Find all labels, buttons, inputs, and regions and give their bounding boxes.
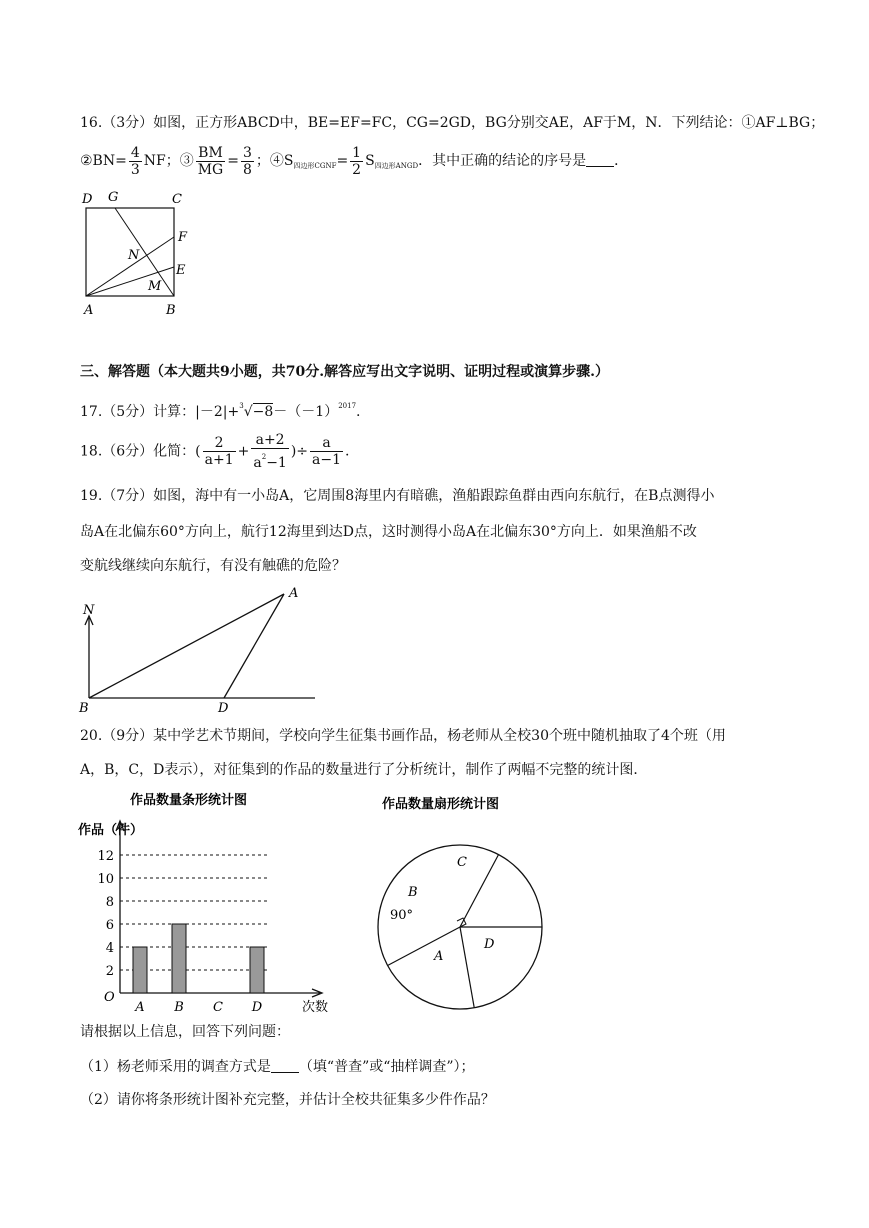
label-B: B [79, 701, 89, 715]
x-tick-label: A [135, 1000, 145, 1015]
label-A: A [289, 586, 299, 601]
answer-blank [271, 1060, 299, 1073]
label-A: A [84, 303, 94, 318]
x-tick-label: B [174, 1000, 184, 1015]
q19-line1: 19.（7分）如图，海中有一小岛A，它周围8海里内有暗礁，渔船跟踪鱼群由西向东航行，在B点测得小 [80, 488, 715, 504]
fraction: $\frac{2}{a+1}$ [204, 435, 234, 468]
pie-chart-title: 作品数量扇形统计图 [382, 797, 500, 812]
bar-B [172, 924, 186, 993]
pie-label-C: C [457, 855, 467, 870]
boat-figure [75, 580, 315, 715]
q19-line3: 变航线继续向东航行，有没有触礁的危险？ [80, 558, 346, 574]
label-M: M [148, 279, 162, 294]
pie-divider [460, 927, 474, 1008]
x-axis-label: 次数 [302, 1000, 329, 1015]
fraction: $\frac{4}{3}$ [130, 144, 140, 178]
label-B: B [166, 303, 176, 318]
pie-chart [370, 788, 550, 1018]
fraction: $\frac{a+2}{a^2-1}$ [253, 432, 287, 471]
section-title: 三、解答题（本大题共9小题，共70分.解答应写出文字说明、证明过程或演算步骤.） [80, 364, 609, 380]
y-tick-label: 8 [105, 895, 114, 910]
q20-sub2: （2）请你将条形统计图补充完整，并估计全校共征集多少件作品？ [80, 1092, 495, 1108]
q20-sub1: （1）杨老师采用的调查方式是 （填“普查”或“抽样调查”）； [80, 1059, 475, 1075]
y-tick-label: 2 [105, 964, 114, 979]
bar-A [133, 947, 147, 993]
fraction: $\frac{a}{a-1}$ [312, 435, 342, 468]
q20-line2: A，B，C，D表示），对征集到的作品的数量进行了分析统计，制作了两幅不完整的统计图． [80, 762, 648, 778]
origin-label: O [104, 990, 115, 1005]
label-N: N [128, 248, 140, 263]
pie-label-D: D [484, 937, 495, 952]
bar-chart-title: 作品数量条形统计图 [130, 793, 248, 808]
label-N: N [83, 603, 95, 618]
q20-line1: 20.（9分）某中学艺术节期间，学校向学生征集书画作品，杨老师从全校30个班中随机抽取了4个班（用 [80, 728, 726, 744]
square-figure [78, 188, 198, 318]
label-D: D [82, 192, 93, 207]
q17: 17.（5分）计算：$|-2|+^3√-8-(-1)^{2017}$. [80, 402, 361, 420]
y-tick-label: 10 [97, 872, 114, 887]
q18: 18.（6分）化简：( $\frac{2}{a+1}$ + $\frac{a+2}{a^2-1}$ )÷ $\frac{a}{a-1}$ . [80, 432, 350, 471]
label-C: C [172, 192, 182, 207]
y-tick-label: 4 [105, 941, 114, 956]
y-tick-label: 12 [97, 849, 114, 864]
bar-chart [78, 788, 348, 1018]
pie-divider [388, 927, 460, 965]
pie-label-A: A [434, 949, 444, 964]
pie-label-B: B [408, 885, 418, 900]
q16-line2: ②BN= $\frac{4}{3}$ NF；③ $\frac{BM}{MG}$ = $\frac{3}{8}$ ；$④S_{四边形CGNF}=$ $\frac{1}{2}$ $S_{四边形ANGD}$．其中正确的结论的序号是 ． [80, 144, 629, 178]
x-tick-label: C [213, 1000, 223, 1015]
fraction: $\frac{BM}{MG}$ [197, 144, 224, 178]
q19-line2: 岛A在北偏东60°方向上，航行12海里到达D点，这时测得小岛A在北偏东30°方向上．如果渔船不改 [80, 524, 697, 540]
fraction: $\frac{1}{2}$ [352, 144, 362, 178]
x-tick-label: D [251, 1000, 263, 1015]
q16-line1: 16.（3分）如图，正方形ABCD中，BE=EF=FC，CG=2GD，BG分别交AE，AF于M，N．下列结论：①AF⊥BG； [80, 115, 825, 131]
answer-blank [586, 154, 614, 167]
y-tick-label: 6 [105, 918, 114, 933]
bar-D [250, 947, 264, 993]
label-D: D [218, 701, 229, 715]
label-F: F [178, 230, 188, 245]
bar-chart-ylabel: 作品（件） [78, 823, 144, 838]
pie-angle-label: 90° [390, 908, 414, 923]
q20-after: 请根据以上信息，回答下列问题： [80, 1024, 290, 1040]
label-E: E [176, 263, 186, 278]
fraction: $\frac{3}{8}$ [242, 144, 252, 178]
label-G: G [108, 190, 119, 205]
